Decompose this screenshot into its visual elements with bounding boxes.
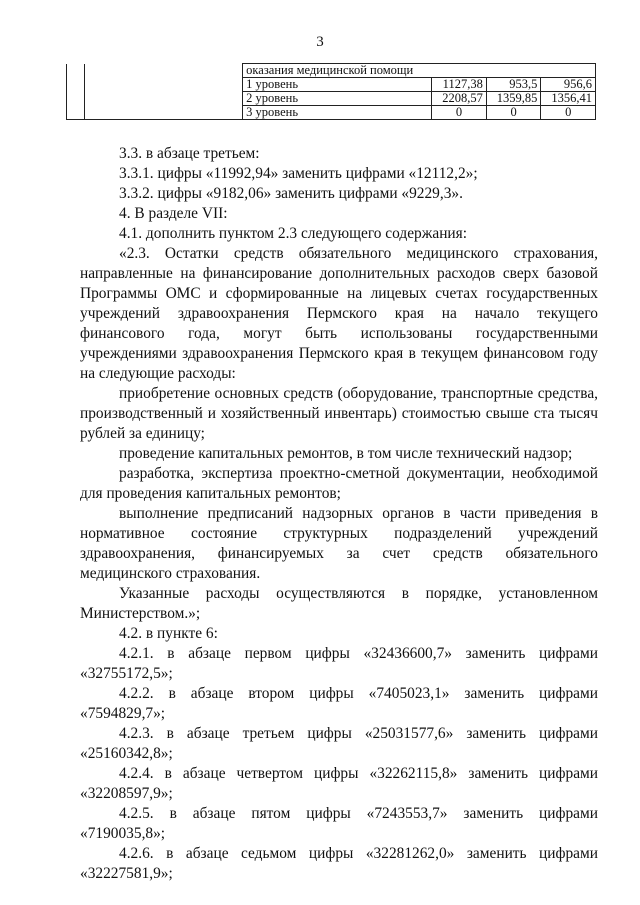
table-cell-empty [85,78,243,92]
paragraph: 4.2.6. в абзаце седьмом цифры «32281262,0» заменить цифрами «32227581,9»; [80,845,598,882]
table-cell-empty [85,64,243,78]
paragraph: проведение капитальных ремонтов, в том числе технический надзор; [119,445,573,462]
table-row-label: 2 уровень [243,92,432,106]
table-row [67,92,596,106]
paragraph: 3.3.2. цифры «9182,06» заменить цифрами «9229,3». [119,185,463,202]
table-header-label: оказания медицинской помощи [243,64,596,78]
paragraph: 3.3.1. цифры «11992,94» заменить цифрами «12112,2»; [119,165,478,182]
table-cell-empty [67,106,85,120]
paragraph: 4.2.3. в абзаце третьем цифры «25031577,6» заменить цифрами «25160342,8»; [80,725,598,762]
table-cell-value: 2208,57 [432,92,487,106]
paragraph: 4.2. в пункте 6: [119,625,218,642]
paragraph: приобретение основных средств (оборудование, транспортные средства, производственный и хозяйственный инвентарь) стоимостью свыше ста тысяч рублей за единицу; [80,385,598,442]
table-row-label: 3 уровень [243,106,432,120]
paragraph: разработка, экспертиза проектно-сметной документации, необходимой для проведения капитальных ремонтов; [80,465,598,502]
paragraph: 4. В разделе VII: [119,205,228,222]
table-cell-empty [67,78,85,92]
paragraph: 3.3. в абзаце третьем: [119,145,260,162]
table-cell-value: 0 [541,106,596,120]
table-row [67,64,596,78]
table-cell-value: 0 [432,106,487,120]
table-cell-empty [67,92,85,106]
paragraph: Указанные расходы осуществляются в порядке, установленном Министерством.»; [80,585,598,622]
paragraph: 4.2.4. в абзаце четвертом цифры «32262115,8» заменить цифрами «32208597,9»; [80,765,598,802]
page-number: 3 [316,34,324,50]
data-table [66,63,596,120]
table-cell-value: 956,6 [541,78,596,92]
table-row [67,106,596,120]
table-cell-empty [85,106,243,120]
table-cell-value: 1359,85 [486,92,541,106]
table-cell-value: 1356,41 [541,92,596,106]
table-row [67,78,596,92]
table-cell-value: 1127,38 [432,78,487,92]
table-row-label: 1 уровень [243,78,432,92]
paragraph: 4.2.5. в абзаце пятом цифры «7243553,7» заменить цифрами «7190035,8»; [80,805,598,842]
paragraph: 4.2.1. в абзаце первом цифры «32436600,7» заменить цифрами «32755172,5»; [80,645,598,682]
table-cell-value: 953,5 [486,78,541,92]
paragraph: 4.1. дополнить пунктом 2.3 следующего содержания: [119,225,468,242]
table-cell-value: 0 [486,106,541,120]
paragraph: выполнение предписаний надзорных органов в части приведения в нормативное состояние структурных подразделений учреждений здравоохранения, финансируемых за счет средств обязательного медицинского страхования. [80,505,598,582]
paragraph: «2.3. Остатки средств обязательного медицинского страхования, направленные на финансирование дополнительных расходов сверх базовой Программы ОМС и сформированные на лицевых счетах государственных учреждений здравоохранения Пермского края на начало текущего финансового года, могут быть использованы государственными учреждениями здравоохранения Пермского края в текущем финансовом году на следующие расходы: [80,245,598,382]
paragraph: 4.2.2. в абзаце втором цифры «7405023,1» заменить цифрами «7594829,7»; [80,685,598,722]
document-body [80,144,598,884]
table-cell-empty [67,64,85,78]
table-cell-empty [85,92,243,106]
